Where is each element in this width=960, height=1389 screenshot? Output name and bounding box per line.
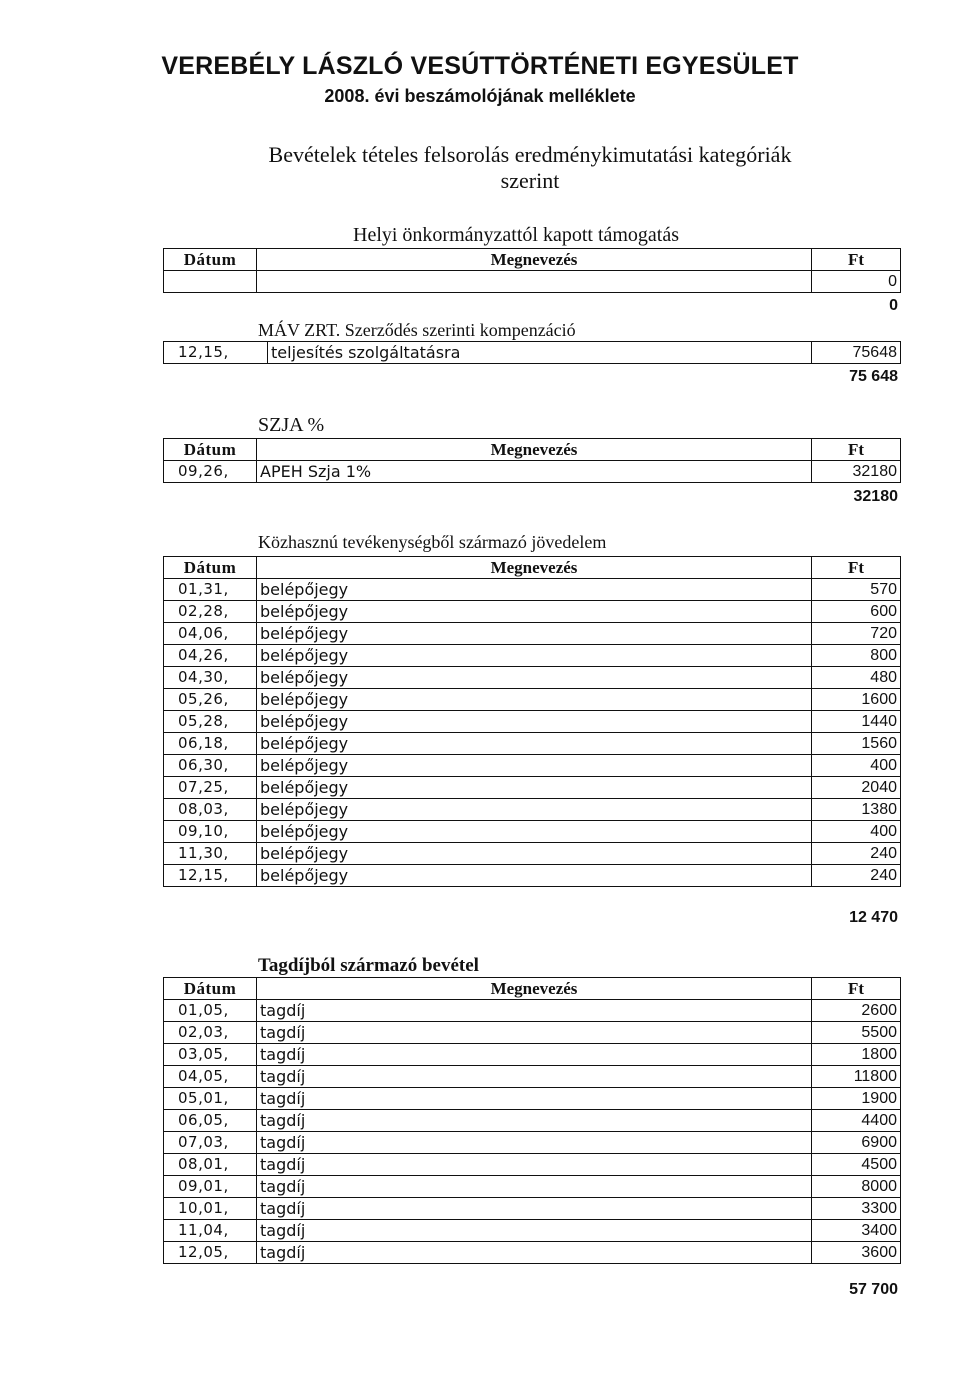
organization-name: VEREBÉLY LÁSZLÓ VESÚTTÖRTÉNETI EGYESÜLET	[161, 52, 799, 80]
table-membership	[163, 977, 901, 1264]
table-row	[164, 601, 901, 623]
total-membership: 57 700	[849, 1281, 898, 1298]
row-date: 12,15,	[164, 865, 257, 887]
table-row	[164, 1132, 901, 1154]
table-row	[164, 1176, 901, 1198]
row-amount: 240	[812, 843, 901, 865]
row-date: 12,15,	[164, 342, 268, 364]
table-header	[164, 249, 901, 271]
row-name: tagdíj	[257, 1000, 812, 1022]
header-amount: Ft	[812, 978, 901, 1000]
table-header	[164, 439, 901, 461]
row-name: belépőjegy	[257, 711, 812, 733]
row-date: 10,01,	[164, 1198, 257, 1220]
row-date: 06,05,	[164, 1110, 257, 1132]
table-row	[164, 342, 901, 364]
table-row	[164, 667, 901, 689]
table-mav	[163, 341, 901, 364]
row-name: belépőjegy	[257, 689, 812, 711]
row-amount: 720	[812, 623, 901, 645]
header-date: Dátum	[164, 249, 257, 271]
row-amount: 1800	[812, 1044, 901, 1066]
row-date: 07,25,	[164, 777, 257, 799]
row-amount: 1600	[812, 689, 901, 711]
row-amount: 1560	[812, 733, 901, 755]
table-row	[164, 799, 901, 821]
table-row	[164, 1220, 901, 1242]
title-line-1: Bevételek tételes felsorolás eredménykimutatási kategóriák	[268, 142, 792, 167]
row-date	[164, 271, 257, 293]
row-date: 02,03,	[164, 1022, 257, 1044]
total-mav: 75 648	[849, 368, 898, 385]
section-heading-local-gov: Helyi önkormányzattól kapott támogatás	[353, 224, 680, 246]
table-row	[164, 711, 901, 733]
row-date: 02,28,	[164, 601, 257, 623]
row-name: tagdíj	[257, 1198, 812, 1220]
row-name: belépőjegy	[257, 821, 812, 843]
row-date: 04,30,	[164, 667, 257, 689]
total-public-benefit: 12 470	[849, 909, 898, 926]
row-date: 11,04,	[164, 1220, 257, 1242]
row-name: tagdíj	[257, 1176, 812, 1198]
row-amount: 8000	[812, 1176, 901, 1198]
row-amount: 480	[812, 667, 901, 689]
row-name: tagdíj	[257, 1110, 812, 1132]
header-name: Megnevezés	[257, 439, 812, 461]
table-row	[164, 1000, 901, 1022]
row-date: 08,01,	[164, 1154, 257, 1176]
section-heading-membership: Tagdíjból származó bevétel	[258, 955, 479, 976]
row-amount: 240	[812, 865, 901, 887]
row-name: belépőjegy	[257, 645, 812, 667]
row-amount: 4400	[812, 1110, 901, 1132]
section-heading-mav: MÁV ZRT. Szerződés szerinti kompenzáció	[258, 320, 576, 340]
table-row	[164, 843, 901, 865]
row-amount: 3600	[812, 1242, 901, 1264]
section-heading-public-benefit: Közhasznú tevékenységből származó jövedelem	[258, 532, 607, 552]
table-row	[164, 271, 901, 293]
row-date: 09,10,	[164, 821, 257, 843]
table-public-benefit	[163, 556, 901, 887]
row-name: tagdíj	[257, 1022, 812, 1044]
row-amount: 4500	[812, 1154, 901, 1176]
row-name	[257, 271, 812, 293]
row-amount: 5500	[812, 1022, 901, 1044]
header-amount: Ft	[812, 249, 901, 271]
table-row	[164, 645, 901, 667]
table-row	[164, 461, 901, 483]
row-name: tagdíj	[257, 1088, 812, 1110]
row-name: tagdíj	[257, 1132, 812, 1154]
table-header	[164, 557, 901, 579]
row-date: 05,28,	[164, 711, 257, 733]
total-local-gov: 0	[889, 297, 898, 314]
table-row	[164, 1242, 901, 1264]
row-date: 12,05,	[164, 1242, 257, 1264]
header-date: Dátum	[164, 978, 257, 1000]
row-amount: 400	[812, 821, 901, 843]
table-row	[164, 1022, 901, 1044]
row-name: belépőjegy	[257, 667, 812, 689]
row-amount: 1380	[812, 799, 901, 821]
table-row	[164, 689, 901, 711]
header-amount: Ft	[812, 439, 901, 461]
row-amount: 3400	[812, 1220, 901, 1242]
header-name: Megnevezés	[257, 557, 812, 579]
header-name: Megnevezés	[257, 249, 812, 271]
row-name: belépőjegy	[257, 799, 812, 821]
table-row	[164, 579, 901, 601]
table-row	[164, 1044, 901, 1066]
total-szja: 32180	[853, 488, 898, 505]
row-amount: 400	[812, 755, 901, 777]
row-name: APEH Szja 1%	[257, 461, 812, 483]
row-amount: 0	[812, 271, 901, 293]
row-name: belépőjegy	[257, 777, 812, 799]
row-date: 04,26,	[164, 645, 257, 667]
row-amount: 3300	[812, 1198, 901, 1220]
row-amount: 570	[812, 579, 901, 601]
row-date: 04,06,	[164, 623, 257, 645]
row-name: tagdíj	[257, 1066, 812, 1088]
row-date: 05,26,	[164, 689, 257, 711]
row-date: 01,31,	[164, 579, 257, 601]
row-date: 08,03,	[164, 799, 257, 821]
row-amount: 75648	[812, 342, 901, 364]
row-name: tagdíj	[257, 1220, 812, 1242]
table-row	[164, 1198, 901, 1220]
row-name: belépőjegy	[257, 601, 812, 623]
row-name: belépőjegy	[257, 579, 812, 601]
row-date: 06,30,	[164, 755, 257, 777]
row-name: belépőjegy	[257, 623, 812, 645]
title-line-2: szerint	[500, 168, 560, 193]
table-row	[164, 821, 901, 843]
header-date: Dátum	[164, 439, 257, 461]
header-name: Megnevezés	[257, 978, 812, 1000]
header-amount: Ft	[812, 557, 901, 579]
row-name: belépőjegy	[257, 843, 812, 865]
row-amount: 32180	[812, 461, 901, 483]
row-amount: 800	[812, 645, 901, 667]
table-row	[164, 865, 901, 887]
row-name: tagdíj	[257, 1242, 812, 1264]
row-date: 03,05,	[164, 1044, 257, 1066]
table-row	[164, 623, 901, 645]
table-header	[164, 978, 901, 1000]
document-subtitle: 2008. évi beszámolójának melléklete	[324, 86, 636, 106]
table-row	[164, 1088, 901, 1110]
row-amount: 2600	[812, 1000, 901, 1022]
row-amount: 2040	[812, 777, 901, 799]
row-name: belépőjegy	[257, 865, 812, 887]
row-date: 09,26,	[164, 461, 257, 483]
row-date: 06,18,	[164, 733, 257, 755]
row-name: belépőjegy	[257, 733, 812, 755]
row-amount: 11800	[812, 1066, 901, 1088]
row-date: 11,30,	[164, 843, 257, 865]
table-row	[164, 1066, 901, 1088]
row-name: tagdíj	[257, 1044, 812, 1066]
row-amount: 600	[812, 601, 901, 623]
row-name: tagdíj	[257, 1154, 812, 1176]
table-szja	[163, 438, 901, 483]
row-date: 01,05,	[164, 1000, 257, 1022]
table-row	[164, 1110, 901, 1132]
table-row	[164, 777, 901, 799]
table-local-gov	[163, 248, 901, 293]
table-row	[164, 755, 901, 777]
row-date: 04,05,	[164, 1066, 257, 1088]
table-row	[164, 733, 901, 755]
row-date: 07,03,	[164, 1132, 257, 1154]
row-amount: 1440	[812, 711, 901, 733]
section-heading-szja: SZJA %	[258, 414, 325, 436]
row-name: belépőjegy	[257, 755, 812, 777]
document-title	[0, 142, 960, 194]
row-name: teljesítés szolgáltatásra	[268, 342, 812, 364]
row-date: 09,01,	[164, 1176, 257, 1198]
header-date: Dátum	[164, 557, 257, 579]
row-amount: 1900	[812, 1088, 901, 1110]
row-amount: 6900	[812, 1132, 901, 1154]
row-date: 05,01,	[164, 1088, 257, 1110]
table-row	[164, 1154, 901, 1176]
